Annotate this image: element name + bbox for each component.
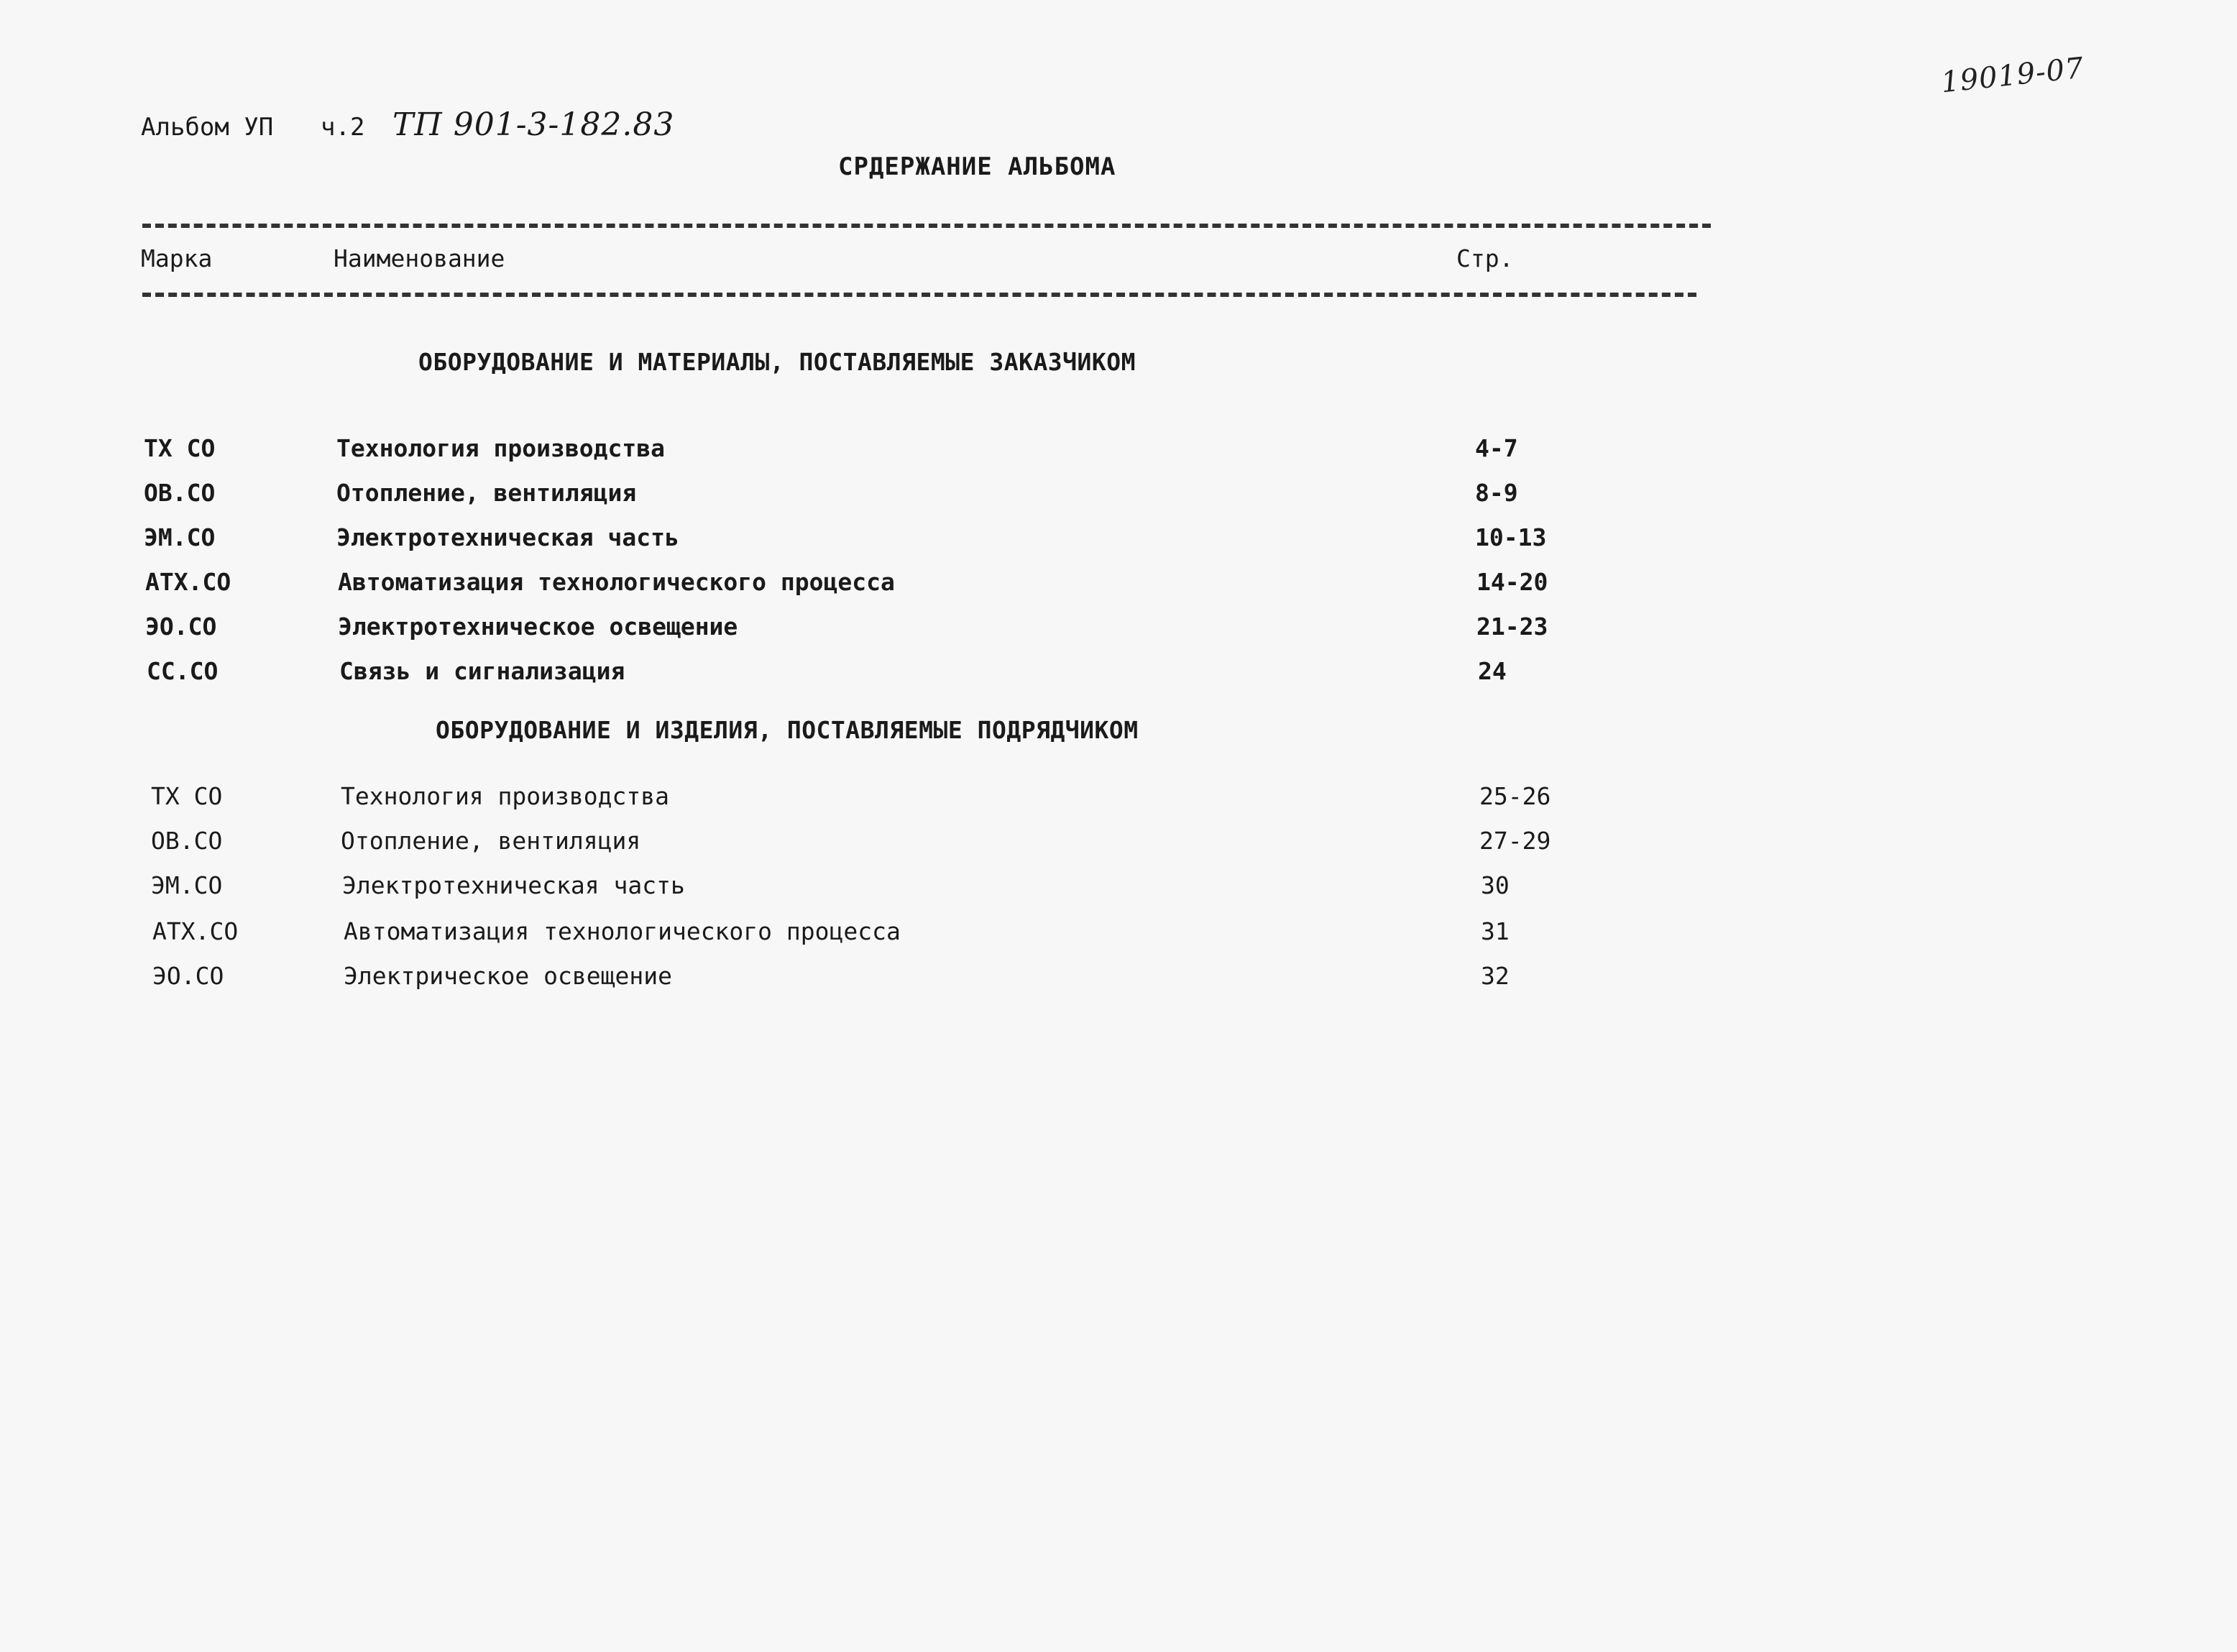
project-code: ТП 901-3-182.83 bbox=[392, 106, 675, 143]
row-name: Электротехническое освещение bbox=[338, 612, 738, 641]
table-row bbox=[0, 479, 2237, 515]
table-row bbox=[0, 871, 2237, 907]
row-page: 10-13 bbox=[1475, 523, 1547, 551]
table-row bbox=[0, 568, 2237, 604]
section-heading-contractor: ОБОРУДОВАНИЕ И ИЗДЕЛИЯ, ПОСТАВЛЯЕМЫЕ ПОДРЯДЧИКОМ bbox=[436, 716, 1139, 744]
row-name: Электрическое освещение bbox=[344, 962, 672, 990]
row-mark: ЭО.СО bbox=[145, 612, 217, 641]
row-name: Технология производства bbox=[341, 782, 669, 810]
table-row bbox=[0, 612, 2237, 648]
row-page: 30 bbox=[1481, 871, 1510, 899]
row-name: Автоматизация технологического процесса bbox=[338, 568, 895, 596]
row-mark: СС.СО bbox=[147, 657, 219, 685]
handwritten-archive-number: 19019-07 bbox=[1939, 51, 2086, 100]
row-name: Электротехническая часть bbox=[342, 871, 685, 899]
row-mark: ЭМ.СО bbox=[144, 523, 216, 551]
row-page: 25-26 bbox=[1479, 782, 1551, 810]
row-mark: ОВ.СО bbox=[151, 827, 223, 855]
table-row bbox=[0, 917, 2237, 953]
row-page: 32 bbox=[1481, 962, 1510, 990]
row-mark: ТХ СО bbox=[144, 434, 216, 462]
row-name: Электротехническая часть bbox=[336, 523, 679, 551]
row-mark: АТХ.СО bbox=[145, 568, 231, 596]
row-name: Технология производства bbox=[336, 434, 665, 462]
row-mark: ЭО.СО bbox=[152, 962, 224, 990]
table-row bbox=[0, 782, 2237, 818]
table-row bbox=[0, 657, 2237, 693]
row-page: 14-20 bbox=[1476, 568, 1548, 596]
column-header-mark: Марка bbox=[141, 244, 213, 272]
table-row bbox=[0, 827, 2237, 863]
part-label: ч.2 bbox=[321, 113, 365, 142]
album-header-line bbox=[141, 106, 674, 143]
header-bottom-rule bbox=[142, 293, 1696, 297]
column-header-name: Наименование bbox=[334, 244, 505, 272]
row-name: Связь и сигнализация bbox=[339, 657, 625, 685]
row-mark: ТХ СО bbox=[151, 782, 223, 810]
section-heading-customer: ОБОРУДОВАНИЕ И МАТЕРИАЛЫ, ПОСТАВЛЯЕМЫЕ ЗАКАЗЧИКОМ bbox=[418, 348, 1136, 376]
album-label: Альбом УП bbox=[141, 113, 274, 142]
row-name: Отопление, вентиляция bbox=[336, 479, 637, 507]
page-title: СРДЕРЖАНИЕ АЛЬБОМА bbox=[838, 152, 1116, 181]
header-top-rule bbox=[142, 224, 1711, 228]
row-mark: АТХ.СО bbox=[152, 917, 239, 945]
row-page: 31 bbox=[1481, 917, 1510, 945]
row-name: Отопление, вентиляция bbox=[341, 827, 641, 855]
row-page: 24 bbox=[1478, 657, 1507, 685]
row-page: 27-29 bbox=[1479, 827, 1551, 855]
row-mark: ОВ.СО bbox=[144, 479, 216, 507]
column-header-page: Стр. bbox=[1456, 244, 1514, 272]
table-row bbox=[0, 523, 2237, 559]
table-row bbox=[0, 434, 2237, 470]
table-row bbox=[0, 962, 2237, 998]
row-page: 4-7 bbox=[1475, 434, 1518, 462]
row-name: Автоматизация технологического процесса bbox=[344, 917, 901, 945]
row-page: 8-9 bbox=[1475, 479, 1518, 507]
row-page: 21-23 bbox=[1476, 612, 1548, 641]
row-mark: ЭМ.СО bbox=[151, 871, 223, 899]
